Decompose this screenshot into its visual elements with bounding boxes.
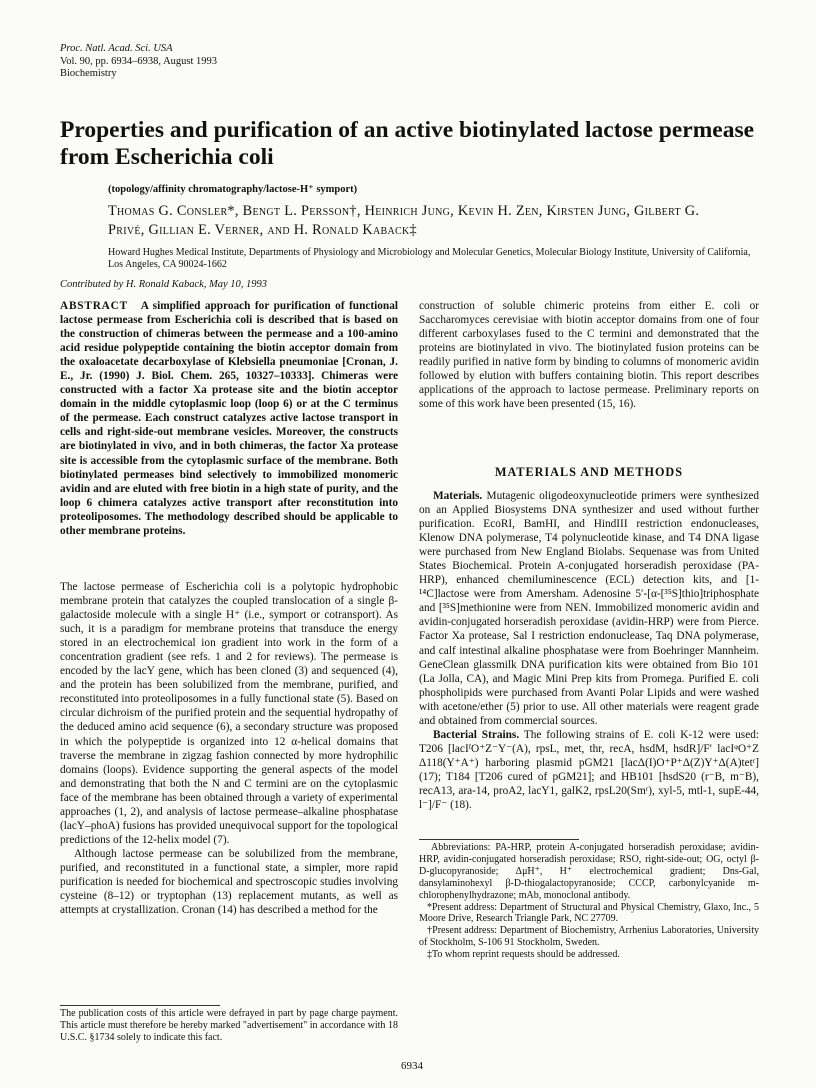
- abstract-label: ABSTRACT: [60, 300, 128, 312]
- materials-section: [419, 489, 759, 812]
- journal-section: Biochemistry: [60, 68, 117, 79]
- footnote-star: *Present address: Department of Structural and Physical Chemistry, Glaxo, Inc., 5 Moore Drive, Research Triangle Park, NC 27709.: [419, 901, 759, 925]
- footnote-dagger: †Present address: Department of Biochemistry, Arrhenius Laboratories, University of Stockholm, S-106 91 Stockholm, Sweden.: [419, 925, 759, 949]
- journal-volume: Vol. 90, pp. 6934–6938, August 1993: [60, 55, 218, 67]
- footnote-abbreviations: Abbreviations: PA-HRP, protein A-conjugated horseradish peroxidase; avidin-HRP, avidin-conjugated horseradish peroxidase; RSO, right-side-out; OG, octyl β-D-glucopyranoside; Δμ̃H⁺, H⁺ electrochemical gradient; Dns-Gal, dansylaminohexyl β-D-thiogalactopyranoside; CCCP, carbonylcyanide m-chlorophenylhydrazone; mAb, monoclonal antibody.: [419, 842, 759, 901]
- journal-name: Proc. Natl. Acad. Sci. USA: [60, 43, 173, 54]
- materials-label: Materials.: [433, 490, 483, 502]
- footnote-divider-left: [60, 1005, 220, 1006]
- footnote-ddagger: ‡To whom reprint requests should be addressed.: [427, 949, 620, 961]
- abstract-text: A simplified approach for purification of functional lactose permease from Escherichia coli is described that is based on the construction of chimeras between the permease and a 100-amino acid residue polypeptide containing the biotin acceptor domain from the oxaloacetate decarboxylase of Klebsiella pneumoniae [Cronan, J. E., Jr. (1990) J. Biol. Chem. 265, 10327–10333]. Chimeras were constructed with a factor Xa protease site and the biotin acceptor domain in the middle cytoplasmic loop (loop 6) or at the C terminus of the permease. Each construct catalyzes active lactose transport in cells and right-side-out membrane vesicles. Moreover, the constructs are biotinylated in vivo, and in both chimeras, the factor Xa protease site is accessible from the cytoplasmic surface of the membrane. Both biotinylated permeases bind selectively to immobilized monomeric avidin and are eluted with free biotin in a high state of purity, and the loop 6 chimera catalyzes active transport after reconstitution into proteoliposomes. The methodology described should be applicable to other membrane proteins.: [60, 300, 398, 537]
- strains-paragraph: [419, 728, 759, 812]
- strains-label: Bacterial Strains.: [433, 728, 520, 741]
- footnotes: [419, 842, 759, 961]
- keywords: (topology/affinity chromatography/lactose-H⁺ symport): [108, 184, 358, 195]
- abstract: [60, 299, 398, 538]
- intro-continuation: [419, 299, 759, 411]
- intro-paragraph-2: Although lactose permease can be solubilized from the membrane, purified, and reconstituted in a functional state, a simpler, more rapid purification is needed for biochemical and spectroscopic studies involving cysteine (8–12) or tryptophan (13) replacement mutants, as well as attempts at crystallization. Cronan (14) has described a method for the: [60, 847, 398, 917]
- section-heading: MATERIALS AND METHODS: [494, 465, 684, 479]
- introduction: [60, 580, 398, 917]
- journal-citation: [60, 43, 360, 81]
- article-title: Properties and purification of an active biotinylated lactose permease from Escherichia coli: [60, 117, 755, 170]
- materials-paragraph: [419, 489, 759, 728]
- author-list: Thomas G. Consler*, Bengt L. Persson†, Heinrich Jung, Kevin H. Zen, Kirsten Jung, Gilbert G. Privé, Gillian E. Verner, and H. Ronald Kaback‡: [108, 203, 700, 238]
- publication-cost-note: The publication costs of this article were defrayed in part by page charge payment. This article must therefore be hereby marked "advertisement" in accordance with 18 U.S.C. §1734 solely to indicate this fact.: [60, 1008, 398, 1043]
- right-top-paragraph: construction of soluble chimeric proteins from either E. coli or Saccharomyces cerevisiae with biotin acceptor domains from one of four different carboxylases fused to the C termini and demonstrated that the proteins are biotinylated in vivo. The biotinylated fusion proteins can be readily purified in native form by binding to columns of monomeric avidin followed by elution with buffers containing biotin. This report describes applications of the approach to lactose permease. Preliminary reports on some of this work have been presented (15, 16).: [419, 300, 759, 411]
- materials-text: Mutagenic oligodeoxynucleotide primers were synthesized on an Applied Biosystems DNA synthesizer and used without further purification. EcoRI, BamHI, and HindIII restriction endonucleases, Klenow DNA polymerase, T4 polynucleotide kinase, and T4 DNA ligase were purchased from New England Biolabs. Sequenase was from United States Biochemical. Protein A-conjugated horseradish peroxidase (PA-HRP), enhanced chemiluminescence (ECL) detection kits, and [1-¹⁴C]lactose were from Amersham. Adenosine 5′-[α-[³⁵S]thio]triphosphate and [³⁵S]methionine were from NEN. Immobilized monomeric avidin and avidin-conjugated horseradish peroxidase (avidin-HRP) were from Pierce. Factor Xa protease, Sal I restriction endonuclease, Taq DNA polymerase, and calf intestinal alkaline phosphatase were from Boehringer Mannheim. GeneClean glassmilk DNA purification kits were obtained from Bio 101 (La Jolla, CA), and Magic Mini Prep kits from Promega. Purified E. coli phospholipids were purchased from Avanti Polar Lipids and were washed with acetone/ether (5) prior to use. All other materials were reagent grade and obtained from commercial sources.: [419, 490, 759, 727]
- affiliation: Howard Hughes Medical Institute, Departments of Physiology and Microbiology and Molecular Genetics, Molecular Biology Institute, University of California, Los Angeles, CA 90024-1662: [108, 247, 751, 270]
- footnote-divider-right: [419, 839, 579, 840]
- intro-paragraph-1: The lactose permease of Escherichia coli is a polytopic hydrophobic membrane protein that catalyzes the coupled translocation of a single β-galactoside molecule with a single H⁺ (i.e., symport or cotransport). As such, it is a paradigm for membrane proteins that transduce the energy stored in an electrochemical ion gradient into work in the form of a concentration gradient (see refs. 1 and 2 for reviews). The permease is encoded by the lacY gene, which has been cloned (3) and sequenced (4), and the protein has been solubilized from the membrane, purified, and reconstituted into proteoliposomes in a fully functional state (5). Based on circular dichroism of the purified protein and the sequential hydropathy of the deduced amino acid sequence (6), a secondary structure was proposed in which the polypeptide is organized into 12 α-helical domains that traverse the membrane in zigzag fashion connected by more hydrophilic domains (loops). Evidence supporting the general aspects of the model and demonstrating that both the N and C termini are on the cytoplasmic face of the membrane has been obtained through a variety of experimental approaches (1, 2), and analysis of lactose permease–alkaline phosphatase (lacY–phoA) fusions has provided unequivocal support for the topological predictions of the 12-helix model (7).: [60, 581, 398, 846]
- page-number: 6934: [401, 1060, 423, 1072]
- contributed-by: Contributed by H. Ronald Kaback, May 10, 1993: [60, 279, 268, 290]
- strains-text: The following strains of E. coli K-12 were used: T206 [lacIᶠO⁺Z⁻Y⁻(A), rpsL, met, thr, recA, hsdM, hsdR]/F′ lacIᵠO⁺Z Δ118(Y⁺A⁺) harboring plasmid pGM21 [lacΔ(I)O⁺P⁺Δ(Z)Y⁺Δ(A)tetʳ] (17); T184 [T206 cured of pGM21]; and HB101 [hsdS20 (r⁻B, m⁻B), recA13, ara-14, proA2, lacY1, galK2, rpsL20(Smʳ), xyl-5, mtl-1, supE-44, l⁻]/F⁻ (18).: [419, 728, 759, 812]
